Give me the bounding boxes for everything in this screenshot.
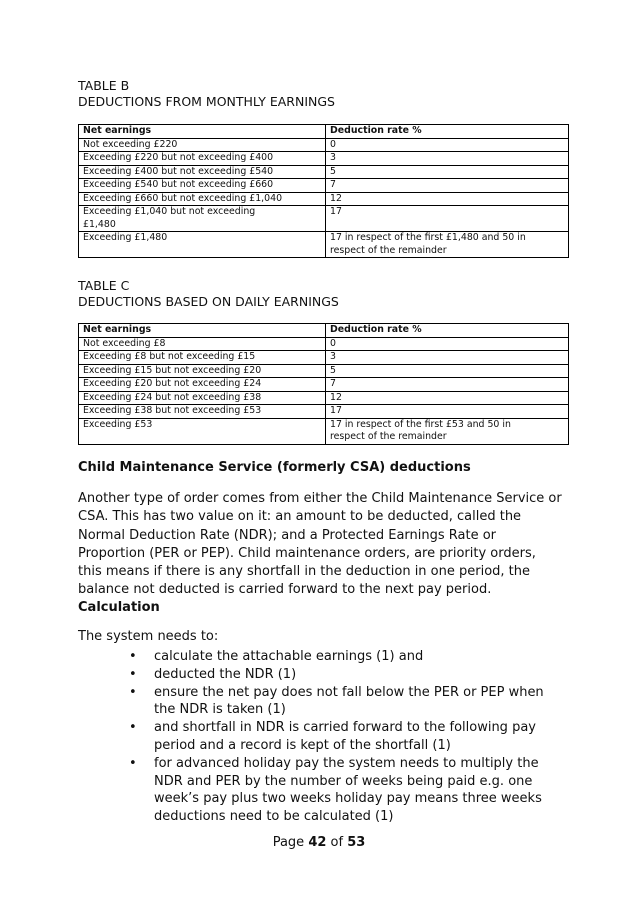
list-item-line: ensure the net pay does not fall below the PER or PEP when	[154, 684, 544, 700]
earnings-cell	[79, 206, 326, 232]
earnings-cell	[79, 418, 326, 444]
rate-cell-line: 5	[330, 364, 336, 376]
rate-cell-line: 17	[330, 405, 342, 416]
table-row	[79, 364, 569, 378]
table-row	[79, 179, 569, 193]
rate-cell	[326, 165, 569, 179]
table-row	[79, 152, 569, 166]
table-b-caption	[78, 78, 335, 110]
csa-paragraph-line: this means if there is any shortfall in the deduction in one period, the	[78, 564, 531, 580]
earnings-cell-line: Exceeding £38 but not exceeding £53	[83, 405, 262, 416]
rate-cell	[326, 152, 569, 166]
footer-page-total: 53	[347, 835, 366, 850]
earnings-cell-line: Exceeding £400 but not exceeding £540	[83, 165, 274, 177]
rate-cell	[326, 391, 569, 405]
list-item-line: for advanced holiday pay the system needs to multiply the	[154, 755, 539, 771]
table-c-subtitle: DEDUCTIONS BASED ON DAILY EARNINGS	[78, 294, 339, 309]
earnings-cell-line: Exceeding £1,480	[83, 232, 168, 243]
rate-cell-line: 7	[330, 378, 336, 389]
footer-of: of	[330, 835, 344, 850]
rate-cell	[326, 337, 569, 351]
rate-cell	[326, 179, 569, 193]
rate-cell	[326, 206, 569, 232]
table-c-caption	[78, 278, 339, 310]
bullet-icon: •	[129, 755, 137, 771]
footer-prefix: Page	[272, 835, 305, 850]
rate-cell-line: 17	[330, 206, 342, 217]
earnings-cell-line: Exceeding £1,040 but not exceeding	[83, 206, 256, 217]
earnings-cell-line: Exceeding £8 but not exceeding £15	[83, 351, 256, 362]
table-row	[79, 165, 569, 179]
earnings-cell	[79, 364, 326, 378]
csa-paragraph-line: Proportion (PER or PEP). Child maintenance orders, are priority orders,	[78, 545, 536, 561]
calculation-intro: The system needs to:	[78, 629, 219, 644]
earnings-cell	[79, 152, 326, 166]
list-item-line: calculate the attachable earnings (1) and	[154, 649, 424, 664]
earnings-cell-line: Exceeding £15 but not exceeding £20	[83, 364, 262, 376]
earnings-cell	[79, 165, 326, 179]
earnings-cell	[79, 378, 326, 392]
csa-paragraph-line: CSA. This has two value on it: an amount to be deducted, called the	[78, 509, 522, 525]
calculation-steps	[78, 648, 568, 826]
earnings-cell	[79, 192, 326, 206]
earnings-cell	[79, 405, 326, 419]
table-row	[79, 232, 569, 258]
csa-paragraph-line: balance not deducted is carried forward to the next pay period.	[78, 582, 492, 598]
earnings-cell-line: £1,480	[83, 218, 116, 230]
earnings-cell-line: Exceeding £540 but not exceeding £660	[83, 179, 274, 190]
table-c-header-earnings: Net earnings	[79, 324, 326, 338]
csa-paragraph-line: Another type of order comes from either the Child Maintenance Service or	[78, 491, 562, 506]
table-b-subtitle: DEDUCTIONS FROM MONTHLY EARNINGS	[78, 94, 335, 109]
bullet-icon: •	[129, 666, 137, 682]
rate-cell-line: respect of the remainder	[330, 431, 447, 442]
earnings-cell-line: Not exceeding £220	[83, 138, 178, 150]
earnings-cell-line: Exceeding £20 but not exceeding £24	[83, 378, 262, 389]
rate-cell	[326, 364, 569, 378]
table-c	[78, 323, 569, 445]
csa-heading: Child Maintenance Service (formerly CSA) deductions	[78, 460, 471, 475]
list-item	[78, 755, 568, 826]
rate-cell-line: 3	[330, 351, 336, 362]
calculation-heading: Calculation	[78, 600, 160, 615]
earnings-cell-line: Exceeding £24 but not exceeding £38	[83, 391, 262, 403]
rate-cell-line: 12	[330, 192, 342, 204]
table-b-header-row	[79, 125, 569, 139]
earnings-cell	[79, 232, 326, 258]
table-b-title: TABLE B	[78, 78, 130, 93]
list-item-line: deductions need to be calculated (1)	[154, 809, 394, 825]
rate-cell	[326, 378, 569, 392]
list-item-line: week’s pay plus two weeks holiday pay means three weeks	[154, 791, 542, 807]
list-item	[78, 666, 568, 684]
table-row	[79, 378, 569, 392]
table-b	[78, 124, 569, 258]
table-b-header-rate: Deduction rate %	[326, 125, 569, 139]
list-item	[78, 648, 568, 666]
table-row	[79, 418, 569, 444]
earnings-cell-line: Not exceeding £8	[83, 337, 166, 349]
rate-cell-line: 7	[330, 179, 336, 190]
rate-cell-line: 12	[330, 391, 342, 403]
table-row	[79, 337, 569, 351]
earnings-cell-line: Exceeding £660 but not exceeding £1,040	[83, 192, 283, 204]
rate-cell	[326, 418, 569, 444]
earnings-cell	[79, 138, 326, 152]
list-item-line: deducted the NDR (1)	[154, 666, 297, 682]
rate-cell-line: respect of the remainder	[330, 244, 447, 256]
rate-cell	[326, 232, 569, 258]
table-c-header-row	[79, 324, 569, 338]
bullet-icon: •	[129, 684, 137, 700]
rate-cell	[326, 351, 569, 365]
earnings-cell	[79, 351, 326, 365]
rate-cell-line: 17 in respect of the first £1,480 and 50 in	[330, 232, 526, 243]
table-row	[79, 351, 569, 365]
rate-cell-line: 0	[330, 337, 336, 349]
table-c-title: TABLE C	[78, 278, 130, 293]
list-item-line: and shortfall in NDR is carried forward to the following pay	[154, 720, 536, 736]
earnings-cell-line: Exceeding £220 but not exceeding £400	[83, 152, 274, 163]
earnings-cell	[79, 391, 326, 405]
earnings-cell-line: Exceeding £53	[83, 418, 153, 430]
table-b-header-earnings: Net earnings	[79, 125, 326, 139]
table-row	[79, 405, 569, 419]
table-row	[79, 391, 569, 405]
rate-cell-line: 17 in respect of the first £53 and 50 in	[330, 418, 511, 430]
csa-paragraph-line: Normal Deduction Rate (NDR); and a Protected Earnings Rate or	[78, 527, 497, 543]
earnings-cell	[79, 337, 326, 351]
bullet-icon: •	[129, 720, 137, 736]
list-item	[78, 684, 568, 720]
page-footer	[0, 835, 638, 850]
table-b-body	[79, 125, 569, 258]
csa-paragraph	[78, 490, 568, 600]
list-item-line: the NDR is taken (1)	[154, 702, 286, 718]
rate-cell-line: 5	[330, 165, 336, 177]
rate-cell-line: 3	[330, 152, 336, 163]
earnings-cell	[79, 179, 326, 193]
footer-page-number: 42	[308, 835, 327, 850]
bullet-icon: •	[129, 649, 137, 664]
table-c-header-rate: Deduction rate %	[326, 324, 569, 338]
table-row	[79, 138, 569, 152]
rate-cell-line: 0	[330, 138, 336, 150]
list-item-line: period and a record is kept of the shortfall (1)	[154, 737, 451, 753]
list-item	[78, 719, 568, 755]
table-row	[79, 192, 569, 206]
rate-cell	[326, 138, 569, 152]
list-item-line: NDR and PER by the number of weeks being paid e.g. one	[154, 773, 533, 789]
rate-cell	[326, 405, 569, 419]
rate-cell	[326, 192, 569, 206]
table-row	[79, 206, 569, 232]
table-c-body	[79, 324, 569, 445]
